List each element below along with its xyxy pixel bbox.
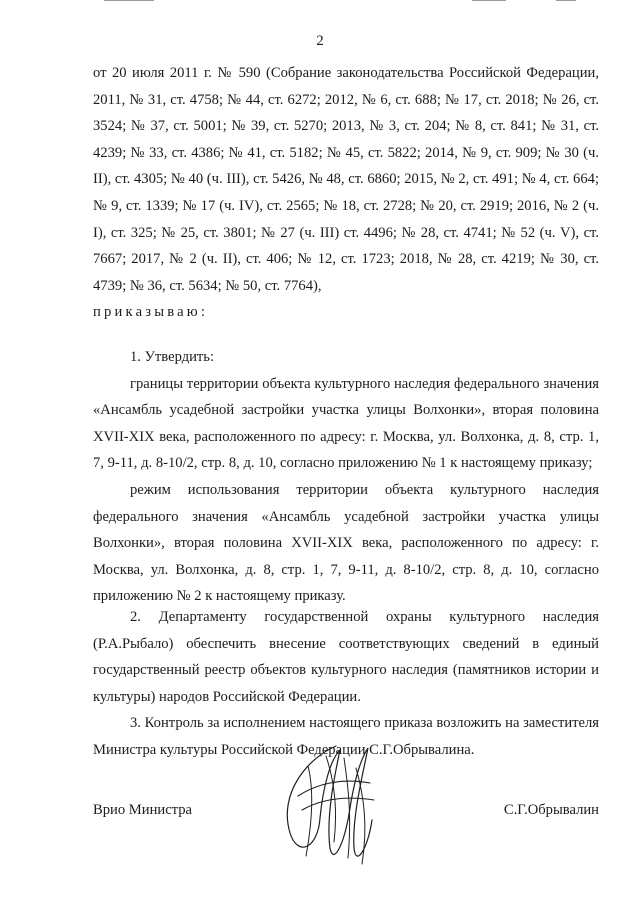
item-2-paragraph: 2. Департаменту государственной охраны культурного наследия (Р.А.Рыбало) обеспечить внесение соответствующих сведений в единый государственный реестр объектов культурного наследия (памятников истории и культуры) народов Российской Федерации. — [93, 609, 599, 705]
citation-paragraph: от 20 июля 2011 г. № 590 (Собрание законодательства Российской Федерации, 2011, № 31, ст. 4758; № 44, ст. 6272; 2012, № 6, ст. 688; № 17, ст. 2018; № 26, ст. 3524; № 37, ст. 5001; № 39, ст. 5270; 2013, № 3, ст. 204; № 8, ст. 841; № 31, ст. 4239; № 33, ст. 4386; № 41, ст. 5182; № 45, ст. 5822; 2014, № 9, ст. 909; № 30 (ч. II), ст. 4305; № 40 (ч. III), ст. 5426, № 48, ст. 6860; 2015, № 2, ст. 491; № 4, ст. 664; № 9, ст. 1339; № 17 (ч. IV), ст. 2565; № 18, ст. 2728; № 20, ст. 2919; 2016, № 2 (ч. I), ст. 325; № 25, ст. 3801; № 27 (ч. III) ст. 4496; № 28, ст. 4741; № 52 (ч. V), ст. 7667; 2017, № 2 (ч. II), ст. 406; № 12, ст. 1723; 2018, № 28, ст. 4219; № 30, ст. 4739; № 36, ст. 5634; № 50, ст. 7764), — [93, 65, 599, 294]
page-number: 2 — [316, 33, 324, 49]
item-1-boundaries-paragraph: границы территории объекта культурного наследия федерального значения «Ансамбль усадебной застройки участка улицы Волхонки», вторая половина XVII-XIX века, расположенного по адресу: г. Москва, ул. Волхонка, д. 8, стр. 1, 7, 9-11, д. 8-10/2, стр. 8, д. 10, согласно приложению № 1 к настоящему приказу; — [93, 375, 599, 472]
item-1-heading: 1. Утвердить: — [130, 349, 215, 365]
signatory-name: С.Г.Обрывалин — [503, 802, 599, 818]
scan-edge-mark-left — [104, 0, 154, 1]
order-word: приказываю: — [93, 304, 209, 321]
document-body-item-2 — [93, 604, 599, 710]
item-3-paragraph: 3. Контроль за исполнением настоящего приказа возложить на заместителя Министра культуры Российской Федерации С.Г.Обрывалина. — [93, 715, 599, 758]
item-1-usage-regime-paragraph: режим использования территории объекта культурного наследия федерального значения «Ансамбль усадебной застройки участка улицы Волхонки», вторая половина XVII-XIX века, расположенного по адресу: г. Москва, ул. Волхонка, д. 8, стр. 1, 7, 9-11, д. 8-10/2, стр. 8, д. 10, согласно приложению № 2 к настоящему приказу. — [93, 481, 599, 605]
scan-edge-mark-right — [472, 0, 506, 1]
handwritten-signature — [268, 738, 388, 878]
scan-edge-mark-right-2 — [556, 0, 576, 1]
document-body-top — [93, 60, 599, 326]
document-body-item-1 — [93, 344, 599, 610]
signatory-title: Врио Министра — [93, 802, 192, 818]
